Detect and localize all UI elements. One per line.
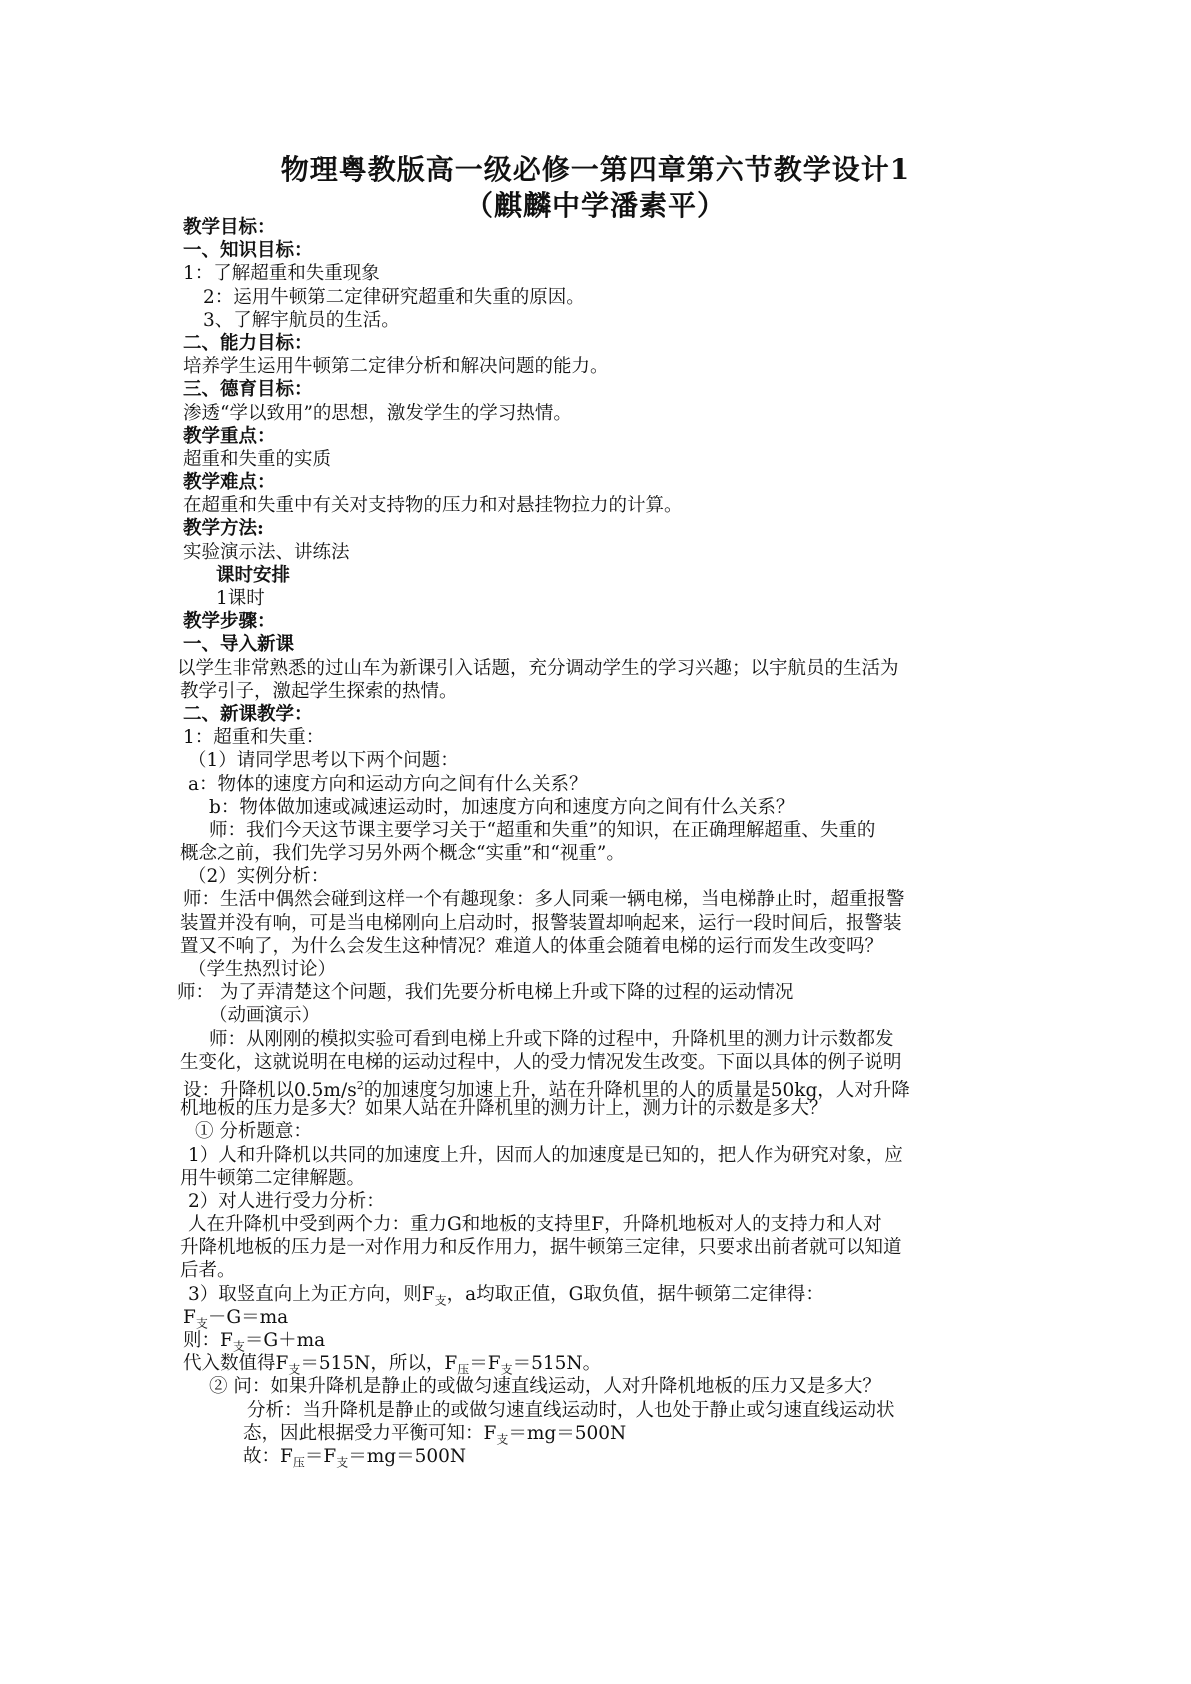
text-fragment: ＝G＋ma [244,1330,326,1351]
text-line: 人在升降机中受到两个力：重力G和地板的支持里F，升降机地板对人的支持力和人对 [188,1214,882,1236]
text-line: 装置并没有响，可是当电梯刚向上启动时，报警装置却响起来，运行一段时间后，报警装 [180,912,902,934]
equation-line [183,1445,1015,1468]
text-fragment: 3）取竖直向上为正方向，则F [188,1283,435,1305]
document-title: 物理粤教版高一级必修一第四章第六节教学设计1 [280,153,911,186]
text-line: （动画演示） [209,1005,321,1027]
heading-moral: 三、德育目标： [183,379,313,401]
text-fragment: ＝mg＝500N [508,1422,627,1444]
heading-key-points: 教学重点： [183,425,276,447]
text-fragment: 故：F [243,1445,293,1467]
text-line: 1：了解超重和失重现象 [183,263,380,285]
text-line: 后者。 [180,1260,236,1282]
text-line: 渗透“学以致用”的思想，激发学生的学习热情。 [183,402,572,424]
text-line: 1）人和升降机以共同的加速度上升，因而人的加速度是已知的，把人作为研究对象，应 [188,1144,903,1166]
text-line: （2）实例分析： [188,866,330,888]
text-line: 以学生非常熟悉的过山车为新课引入话题，充分调动学生的学习兴趣；以宇航员的生活为 [177,657,899,679]
text-line: （1）请同学思考以下两个问题： [188,750,459,772]
text-line: 超重和失重的实质 [183,448,332,470]
text-fragment: 的加速度匀加速上升，站在升降机里的人的质量是50kg，人对升降 [363,1080,910,1102]
equation-line [183,1352,1015,1375]
text-line: 2）对人进行受力分析： [188,1190,385,1212]
heading-intro: 一、导入新课 [183,634,295,656]
text-fragment: ＝F [469,1353,501,1375]
text-line: 2：运用牛顿第二定律研究超重和失重的原因。 [203,286,585,308]
text-fragment: 则：F [183,1330,233,1351]
subscript: 支 [336,1455,349,1470]
subscript: 支 [288,1362,301,1377]
text-fragment: ＝mg＝500N [348,1445,467,1467]
text-line: 生变化，这就说明在电梯的运动过程中，人的受力情况发生改变。下面以具体的例子说明 [180,1051,902,1073]
heading-steps: 教学步骤： [183,611,276,633]
heading-ability: 二、能力目标： [183,332,313,354]
subscript: 压 [457,1362,470,1377]
text-line [183,1074,1015,1102]
text-line: 分析：当升降机是静止的或做匀速直线运动时，人也处于静止或匀速直线运动状 [247,1399,895,1421]
text-fragment: ，a均取正值，G取负值，据牛顿第二定律得： [446,1283,824,1305]
text-line: 概念之前，我们先学习另外两个概念“实重”和“视重”。 [180,843,625,865]
text-line: a：物体的速度方向和运动方向之间有什么关系？ [188,773,588,795]
heading-schedule: 课时安排 [216,564,291,586]
text-line: 师： 为了弄清楚这个问题，我们先要分析电梯上升或下降的过程的运动情况 [177,982,794,1004]
text-line: 师：生活中偶然会碰到这样一个有趣现象：多人同乘一辆电梯，当电梯静止时，超重报警 [183,889,905,911]
heading-difficulties: 教学难点： [183,472,276,494]
document-subtitle: （麒麟中学潘素平） [464,189,726,222]
equation-line [183,1306,1015,1329]
subscript: 支 [195,1316,208,1331]
text-line: 3、了解宇航员的生活。 [203,309,400,331]
text-fragment: 设：升降机以0.5m/s [183,1080,357,1102]
text-line: 用牛顿第二定律解题。 [180,1167,366,1189]
subscript: 支 [434,1293,447,1308]
text-fragment: F [183,1306,196,1328]
subscript: 支 [232,1339,245,1354]
heading-knowledge: 一、知识目标： [183,240,313,262]
text-line: 机地板的压力是多大？如果人站在升降机里的测力计上，测力计的示数是多大？ [180,1098,828,1120]
text-line: 1：超重和失重： [183,727,325,749]
document-body [177,216,1015,1470]
text-line [183,1283,1015,1306]
subscript: 支 [496,1432,509,1447]
equation-line [183,1422,1015,1445]
text-line: 1课时 [216,588,265,609]
text-fragment: ＝515N，所以，F [300,1353,458,1375]
equation-line [183,1329,1015,1352]
text-line: 实验演示法、讲练法 [183,541,350,563]
superscript: 2 [356,1078,364,1092]
text-line: （学生热烈讨论） [188,959,337,980]
text-fragment: 代入数值得F [183,1353,289,1375]
text-fragment: ＝F [304,1445,337,1467]
text-line: 在超重和失重中有关对支持物的压力和对悬挂物拉力的计算。 [183,495,683,517]
heading-new-lesson: 二、新课教学： [183,703,313,725]
subscript: 支 [500,1362,513,1377]
text-line: 置又不响了，为什么会发生这种情况？难道人的体重会随着电梯的运行而发生改变吗？ [180,935,884,957]
text-line: 升降机地板的压力是一对作用力和反作用力，据牛顿第三定律，只要求出前者就可以知道 [180,1237,902,1259]
text-fragment: －G＝ma [207,1306,289,1328]
text-line: 师：从刚刚的模拟实验可看到电梯上升或下降的过程中，升降机里的测力计示数都发 [209,1028,894,1050]
heading-objectives: 教学目标： [183,217,276,238]
text-line: 教学引子，激起学生探索的热情。 [180,680,458,702]
subscript: 压 [292,1455,305,1470]
text-line: 培养学生运用牛顿第二定律分析和解决问题的能力。 [183,356,609,378]
text-line: 师：我们今天这节课主要学习关于“超重和失重”的知识，在正确理解超重、失重的 [209,819,876,841]
text-fragment: ＝515N。 [512,1353,602,1375]
text-line: b：物体做加速或减速运动时，加速度方向和速度方向之间有什么关系？ [209,796,795,818]
heading-methods: 教学方法: [183,518,264,540]
text-line: ② 问：如果升降机是静止的或做匀速直线运动，人对升降机地板的压力又是多大？ [209,1376,881,1398]
text-fragment: 态，因此根据受力平衡可知：F [243,1422,497,1444]
text-line: ① 分析题意： [195,1121,312,1143]
